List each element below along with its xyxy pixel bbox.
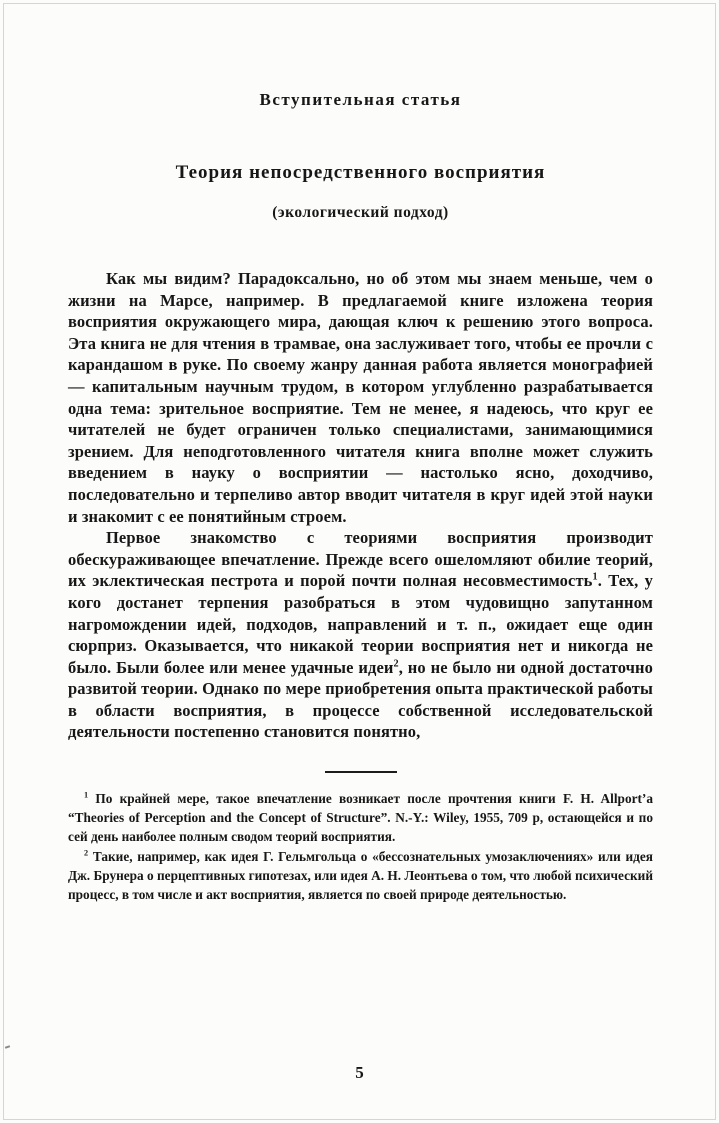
footnote-2-text: Такие, например, как идея Г. Гельмгольца о «бессознательных умозаключениях» или идея Дж. Брунера о перцептивных гипотезах, или идея А. Н. Леонтьева о том, что любой психический процесс, в том числе и акт восприятия, является по своей природе деятельностью. (68, 849, 653, 903)
paragraph-1: Как мы видим? Парадоксально, но об этом мы знаем меньше, чем о жизни на Марсе, например. В предлагаемой книге изложена теория восприятия окружающего мира, дающая ключ к решению этого вопроса. Эта книга не для чтения в трамвае, она заслуживает того, чтобы ее прочли с карандашом в руке. По своему жанру данная работа является монографией — капитальным научным трудом, в котором углубленно разрабатывается одна тема: зрительное восприятие. Тем не менее, я надеюсь, что круг ее читателей не будет ограничен только специалистами, занимающимися зрением. Для неподготовленного читателя книга вполне может служить введением в науку о восприятии — настолько ясно, доходчиво, последовательно и терпеливо автор вводит читателя в круг идей этой науки и знакомит с ее понятийным строем. (68, 269, 653, 526)
paragraph-2-segment: . Тех, у кого достанет терпения разобраться в этом чудовищно запутанном нагромождении идей, подходов, направлений и т. п., ожидает еще один сюрприз. Оказывается, что никакой теории восприятия нет и никогда не было. Были более или менее удачные идеи (68, 571, 653, 677)
footnote-2-marker: 2 (84, 849, 89, 859)
section-header: Вступительная статья (259, 90, 462, 109)
article-subtitle: (экологический подход) (272, 204, 449, 221)
footnote-ref-2: 2 (393, 658, 399, 670)
footnote-1-marker: 1 (84, 790, 89, 800)
paragraph-2-segment: , но не было ни одной достаточно развитой теории. Однако по мере приобретения опыта практической работы в области восприятия, в процессе собственной исследовательской деятельности постепенно становится понятно, (68, 657, 653, 742)
footnote-divider (325, 771, 397, 773)
paragraph-2-segment: Первое знакомство с теориями восприятия производит обескураживающее впечатление. Прежде всего ошеломляют обилие теорий, их эклектическая пестрота и порой почти полная несовместимость (68, 528, 653, 591)
scan-artifact (5, 1045, 10, 1049)
footnote-ref-1: 1 (592, 571, 598, 583)
footnote-1-text: По крайней мере, такое впечатление возникает после прочтения книги F. H. Allport’a “Theories of Perception and the Concept of Structure”. N.-Y.: Wiley, 1955, 709 p, остающейся и по сей день наиболее полным сводом теорий восприятия. (68, 791, 653, 844)
footnote-1 (68, 781, 653, 846)
paragraph-2 (68, 527, 653, 743)
footnote-2 (68, 846, 653, 904)
page-number: 5 (355, 1063, 364, 1082)
article-title: Теория непосредственного восприятия (175, 162, 546, 183)
